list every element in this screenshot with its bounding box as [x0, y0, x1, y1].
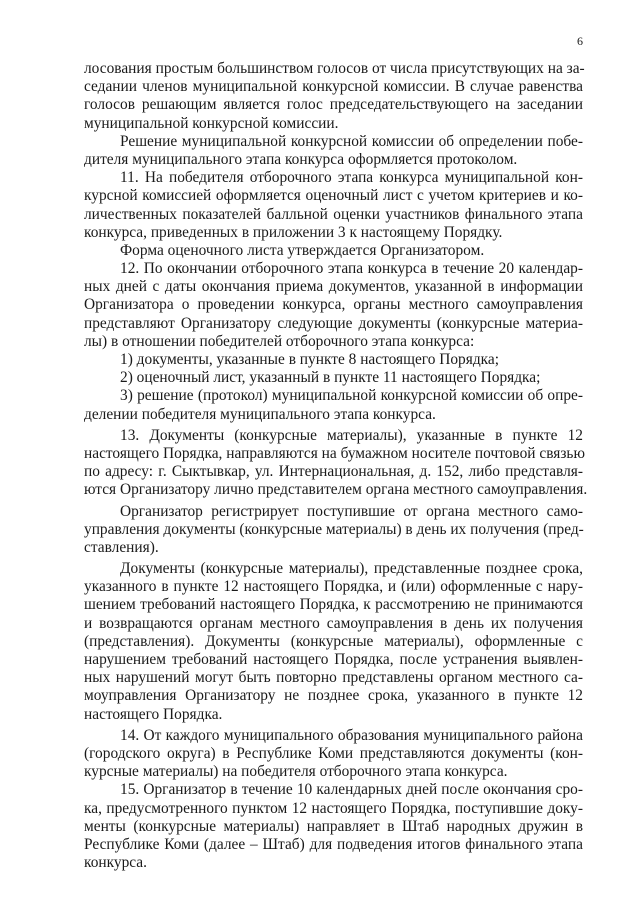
text-line: настоящего Порядка.	[84, 705, 223, 723]
text-line: лосования простым большинством голосов от числа присутствующих на за-	[84, 60, 585, 77]
text-line: настоящего Порядка, направляются на бумажном носителе почтовой связью	[84, 444, 585, 462]
text-line: управления документы (конкурсные материалы) в день их получения (пред-	[84, 520, 584, 538]
text-line: Форма оценочного листа утверждается Организатором.	[120, 241, 485, 259]
text-line: и возвращаются органам местного самоуправления в день их получения	[84, 614, 583, 632]
text-line: лы) в отношении победителей отборочного этапа конкурса:	[84, 332, 475, 350]
text-line: по адресу: г. Сыктывкар, ул. Интернациональная, д. 152, либо представля-	[84, 463, 583, 481]
text-line: 12. По окончании отборочного этапа конкурса в течение 20 календар-	[120, 260, 583, 278]
text-line: конкурса.	[84, 854, 147, 872]
text-line: голосов решающим является голос председательствующего на заседании	[84, 96, 583, 114]
text-line: указанного в пункте 12 настоящего Порядка, и (или) оформленные с нару-	[84, 578, 583, 596]
text-line: шением требований настоящего Порядка, к рассмотрению не принимаются	[84, 596, 583, 614]
text-line: представляют Организатору следующие документы (конкурсные материа-	[84, 314, 583, 332]
text-line: ных нарушений могут быть повторно представлены органом местного са-	[84, 669, 583, 687]
text-line: курсной комиссией оформляется оценочный лист с учетом критериев и ко-	[84, 187, 583, 205]
text-line: 13. Документы (конкурсные материалы), указанные в пункте 12	[120, 426, 583, 444]
text-line: 3) решение (протокол) муниципальной конкурсной комиссии об опре-	[120, 387, 583, 405]
text-line: ются Организатору лично представителем органа местного самоуправления.	[84, 481, 588, 499]
document-body	[84, 60, 588, 872]
text-line: ных дней с даты окончания приема документов, указанной в информации	[84, 278, 583, 296]
text-line: муниципальной конкурсной комиссии.	[84, 114, 339, 132]
text-line: дителя муниципального этапа конкурса оформляется протоколом.	[84, 150, 518, 168]
text-line: (городского округа) в Республике Коми представляются документы (кон-	[84, 744, 583, 762]
text-line: Республике Коми (далее – Штаб) для подведения итогов финального этапа	[84, 835, 583, 853]
text-line: делении победителя муниципального этапа конкурса.	[84, 405, 436, 423]
text-line: личественных показателей балльной оценки участников финального этапа	[84, 205, 583, 223]
text-line: Организатора о проведении конкурса, органы местного самоуправления	[84, 296, 583, 314]
text-line: 14. От каждого муниципального образования муниципального района	[120, 726, 583, 744]
text-line: (представления). Документы (конкурсные материалы), оформленные с	[84, 632, 583, 650]
text-line: 2) оценочный лист, указанный в пункте 11 настоящего Порядка;	[120, 369, 541, 387]
text-line: ставления).	[84, 538, 159, 556]
text-line: 15. Организатор в течение 10 календарных дней после окончания сро-	[120, 781, 583, 799]
text-line: 11. На победителя отборочного этапа конкурса муниципальной кон-	[120, 169, 583, 187]
text-line: нарушением требований настоящего Порядка, после устранения выявлен-	[84, 651, 583, 668]
text-line: моуправления Организатору не позднее срока, указанного в пункте 12	[84, 687, 583, 705]
page-number: 6	[577, 34, 583, 48]
text-line: седании членов муниципальной конкурсной комиссии. В случае равенства	[84, 78, 583, 96]
text-line: курсные материалы) на победителя отборочного этапа конкурса.	[84, 763, 508, 781]
text-line: Решение муниципальной конкурсной комиссии об определении побе-	[120, 132, 583, 150]
text-line: менты (конкурсные материалы) направляет в Штаб народных дружин в	[84, 817, 583, 835]
text-line: ка, предусмотренного пунктом 12 настоящего Порядка, поступившие доку-	[84, 799, 583, 817]
text-line: 1) документы, указанные в пункте 8 настоящего Порядка;	[120, 351, 500, 368]
text-line: Документы (конкурсные материалы), представленные позднее срока,	[120, 560, 583, 578]
text-line: конкурса, приведенных в приложении 3 к настоящему Порядку.	[84, 223, 503, 241]
text-line: Организатор регистрирует поступившие от органа местного само-	[120, 502, 583, 520]
